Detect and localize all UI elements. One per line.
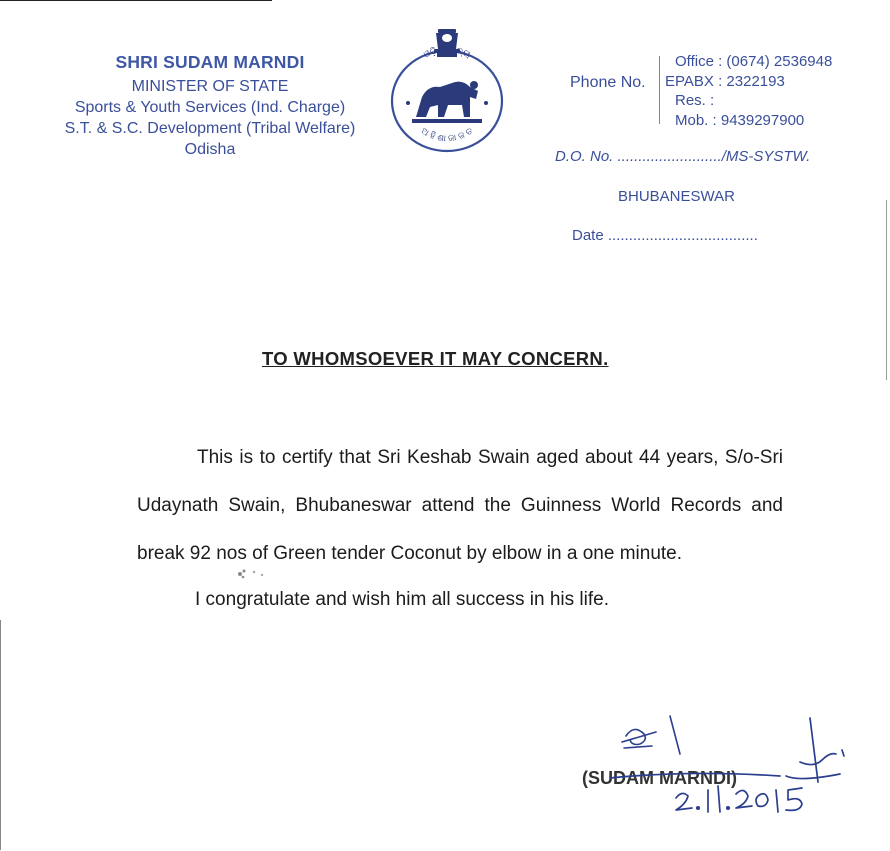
portfolio-line-2: S.T. & S.C. Development (Tribal Welfare) (64, 120, 356, 137)
scan-edge-left (0, 620, 1, 850)
scan-edge-right (886, 200, 887, 380)
phone-label: Phone No. (570, 74, 646, 91)
signatory-name: (SUDAM MARNDI) (582, 768, 737, 788)
letter-body (137, 434, 783, 622)
svg-text:ଅ ହି ଶା ଜା ଜ ତ: ଅ ହି ଶା ଜା ଜ ତ (419, 126, 475, 145)
handwritten-signature (600, 712, 860, 822)
office-phone: Office : (0674) 2536948 (675, 53, 833, 70)
city: BHUBANESWAR (618, 188, 735, 205)
portfolio-line-1: Sports & Youth Services (Ind. Charge) (74, 99, 346, 116)
phone-bracket (659, 56, 660, 124)
svg-text:ଓଡ଼ିଶା ରାଜ୍ୟ: ଓଡ଼ିଶା ରାଜ୍ୟ (422, 44, 472, 61)
do-number: D.O. No. ........................./MS-SYSTW. (555, 148, 811, 165)
scan-edge-top (0, 0, 272, 1)
ink-smudge (234, 566, 268, 582)
minister-name: SHRI SUDAM MARNDI (115, 52, 305, 72)
designation: MINISTER OF STATE (131, 78, 289, 95)
date-field: Date .................................... (572, 227, 758, 244)
epabx-phone: EPABX : 2322193 (665, 72, 785, 90)
mobile-phone: Mob. : 9439297900 (675, 111, 805, 129)
certification-paragraph: This is to certify that Sri Keshab Swain aged about 44 years, S/o-Sri Udaynath Swain, Bhubaneswar attend the Guinness World Records and break 92 nos of Green tender Coconut by elbow in a one minute. (137, 447, 783, 564)
odisha-emblem-icon (386, 25, 508, 155)
phone-numbers (665, 52, 832, 130)
congratulation-paragraph: I congratulate and wish him all success in his life. (195, 589, 609, 610)
residence-phone: Res. : (675, 92, 715, 109)
letter-title: TO WHOMSOEVER IT MAY CONCERN. (262, 348, 609, 369)
letterhead-sender-block (30, 52, 390, 160)
state-name: Odisha (184, 141, 236, 158)
